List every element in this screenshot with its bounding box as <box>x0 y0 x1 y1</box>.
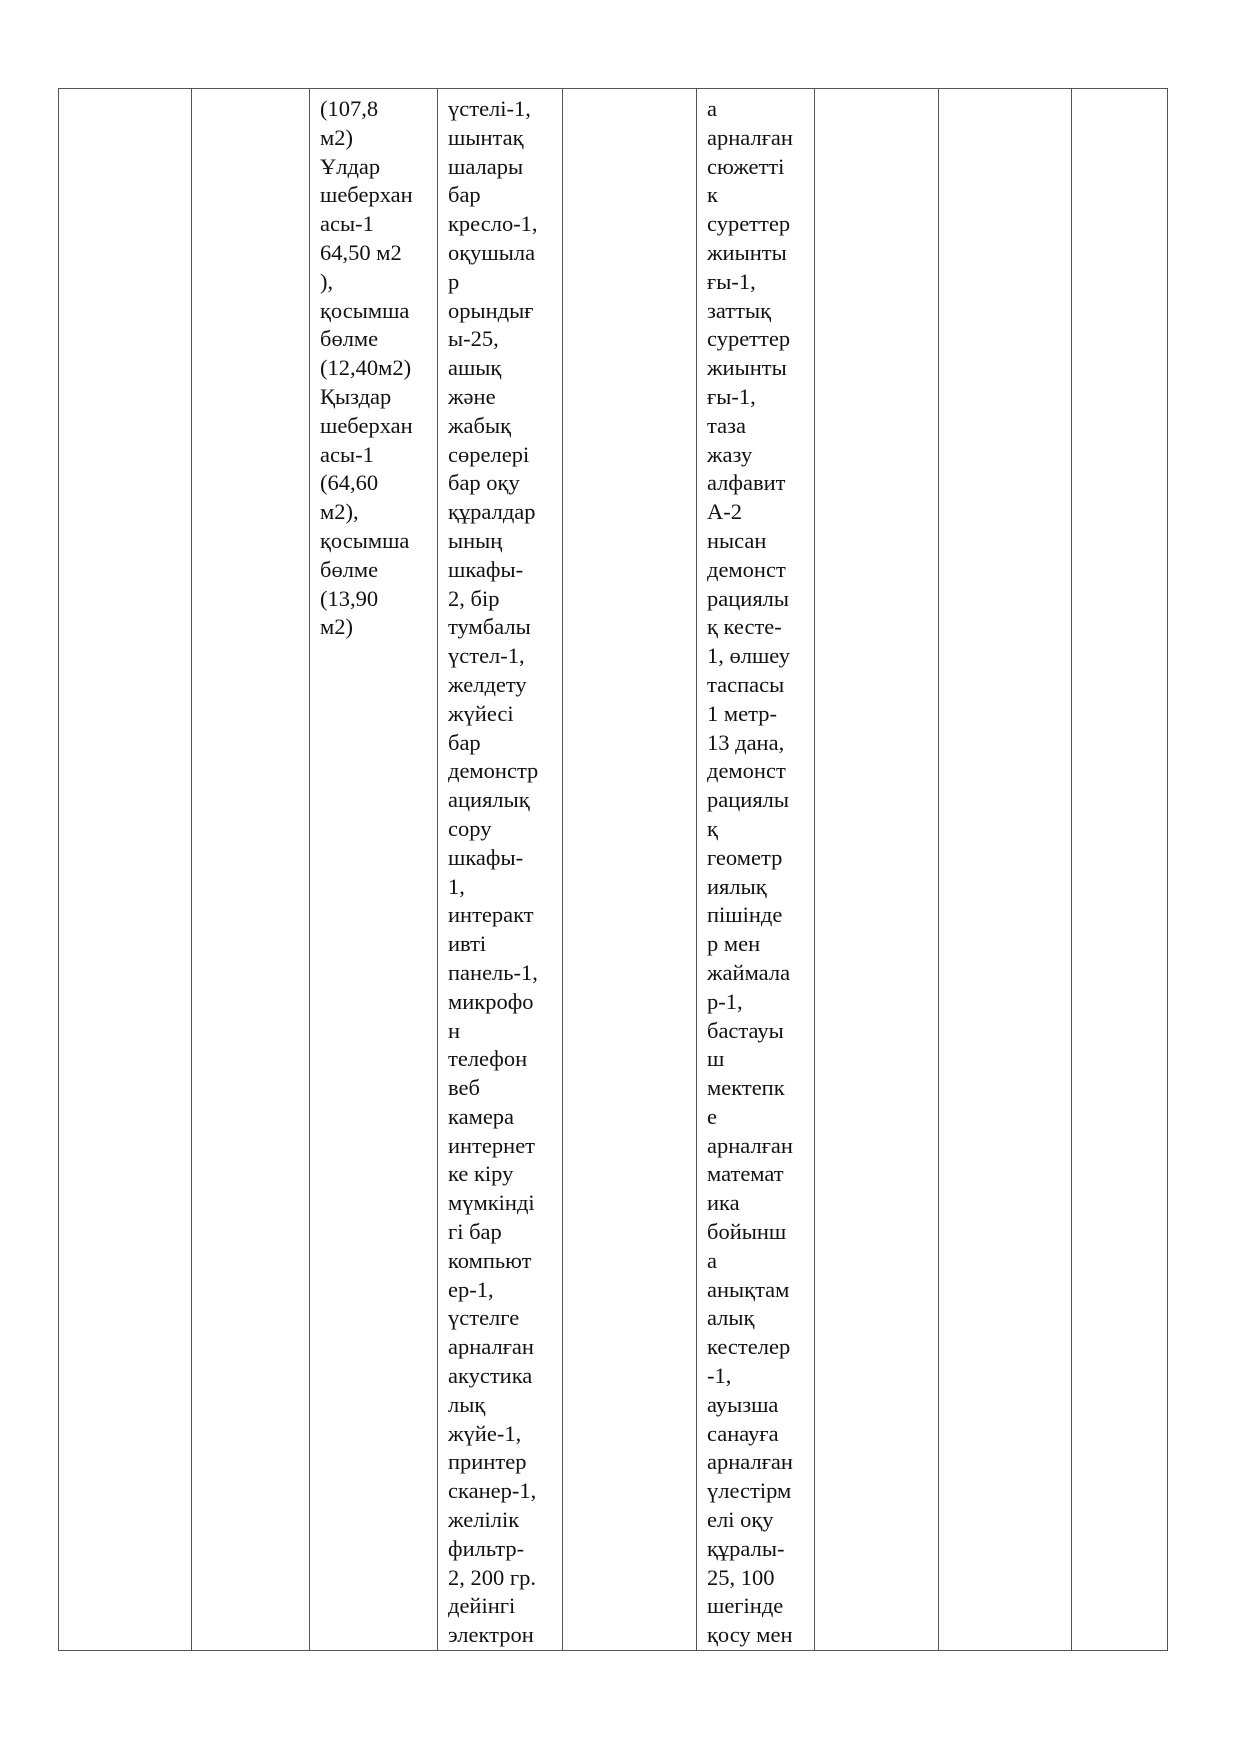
table-cell-col9 <box>1072 89 1168 1651</box>
table-cell-teaching-aids: а арналған сюжетті к суреттер жиынты ғы-1, заттық суреттер жиынты ғы-1, таза жазу алфавит А-2 нысан демонст рациялы қ кесте- 1, өлшеу таспасы 1 метр- 13 дана, демонст рациялы қ геометр иялық пішінде р мен жаймала р-1, бастауы ш мектепк е арналған математ ика бойынш а анықтам алық кестелер -1, ауызша санауға арналған үлестірм елі оқу құралы- 25, 100 шегінде қосу мен <box>697 89 815 1651</box>
table-cell-col5 <box>563 89 697 1651</box>
table-cell-col8 <box>939 89 1072 1651</box>
table-cell-col1 <box>59 89 192 1651</box>
table-cell-furniture-equipment: үстелі-1, шынтақ шалары бар кресло-1, оқушыла р орындығ ы-25, ашық және жабық сөрелері бар оқу құралдар ының шкафы- 2, бір тумбалы үстел-1, желдету жүйесі бар демонстр ациялық сору шкафы- 1, интеракт ивті панель-1, микрофо н телефон веб камера интернет ке кіру мүмкінді гі бар компьют ер-1, үстелге арналған акустика лық жүйе-1, принтер сканер-1, желілік фильтр- 2, 200 гр. дейінгі электрон <box>438 89 563 1651</box>
table-row <box>59 89 1168 1651</box>
table-cell-col2 <box>192 89 310 1651</box>
equipment-table <box>58 88 1168 1651</box>
table-cell-rooms: (107,8 м2) Ұлдар шеберхан асы-1 64,50 м2 ), қосымша бөлме (12,40м2) Қыздар шеберхан асы-1 (64,60 м2), қосымша бөлме (13,90 м2) <box>310 89 438 1651</box>
table-cell-col7 <box>815 89 939 1651</box>
